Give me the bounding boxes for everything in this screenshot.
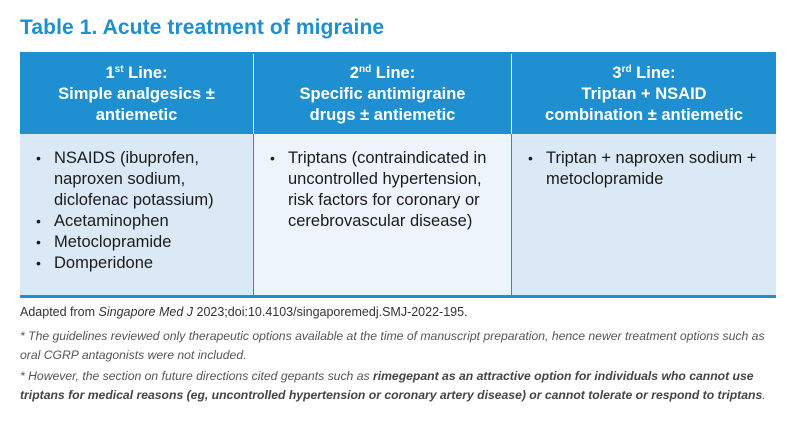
line-word: Line: (631, 63, 676, 82)
header-line-label (260, 63, 505, 84)
header-line-1: Simple analgesics ± (58, 84, 215, 103)
header-first-line (20, 54, 253, 134)
line-suffix: nd (358, 63, 372, 75)
list-item: • Triptan + naproxen sodium + metoclopramide (526, 148, 766, 190)
line-word: Line: (123, 63, 168, 82)
footnote-2-prefix: * However, the section on future directions cited gepants such as (20, 369, 373, 383)
line-word: Line: (371, 63, 416, 82)
list-item: • Triptans (contraindicated in uncontrolled hypertension, risk factors for coronary or cerebrovascular disease) (268, 148, 501, 232)
footnote-2-suffix: . (762, 388, 766, 402)
treatment-table (20, 52, 776, 298)
line-suffix: st (114, 63, 124, 75)
source-suffix: 2023;doi:10.4103/singaporemedj.SMJ-2022-195. (193, 305, 468, 319)
header-second-line (253, 54, 511, 134)
treatment-list (526, 148, 766, 190)
footnote-1: * The guidelines reviewed only therapeutic options available at the time of manuscript preparation, hence newer treatment options such as oral CGRP antagonists were not included. (20, 329, 765, 362)
treatment-list (268, 148, 501, 232)
cell-first-line (20, 134, 253, 295)
cell-second-line (253, 134, 511, 295)
header-line-label (518, 63, 770, 84)
line-suffix: rd (621, 63, 632, 75)
line-number: 1 (105, 63, 115, 82)
source-citation (20, 305, 468, 319)
line-number: 2 (349, 63, 359, 82)
header-line-label (26, 63, 247, 84)
table-header-row (20, 52, 776, 134)
footnote-2 (20, 367, 780, 405)
header-line-2: drugs ± antiemetic (309, 105, 456, 124)
cell-third-line (511, 134, 776, 295)
table-body-row (20, 134, 776, 298)
line-number: 3 (612, 63, 622, 82)
treatment-list (34, 148, 243, 274)
footnote-2-emphasis: rimegepant as an attractive option for individuals who cannot use triptans for medical reasons (eg, uncontrolled hypertension or coronary artery disease) or cannot tolerate or respond to triptans (20, 369, 763, 402)
source-journal: Singapore Med J (98, 305, 194, 319)
source-prefix: Adapted from (20, 305, 99, 319)
header-line-1: Specific antimigraine (299, 84, 466, 103)
list-item: • Metoclopramide (34, 232, 243, 253)
header-line-2: antiemetic (95, 105, 178, 124)
header-third-line (511, 54, 776, 134)
table-title: Table 1. Acute treatment of migraine (20, 16, 385, 39)
header-line-1: Triptan + NSAID (581, 84, 707, 103)
list-item: • Acetaminophen (34, 211, 243, 232)
list-item: • NSAIDS (ibuprofen, naproxen sodium, diclofenac potassium) (34, 148, 243, 211)
list-item: • Domperidone (34, 253, 243, 274)
header-line-2: combination ± antiemetic (545, 105, 743, 124)
